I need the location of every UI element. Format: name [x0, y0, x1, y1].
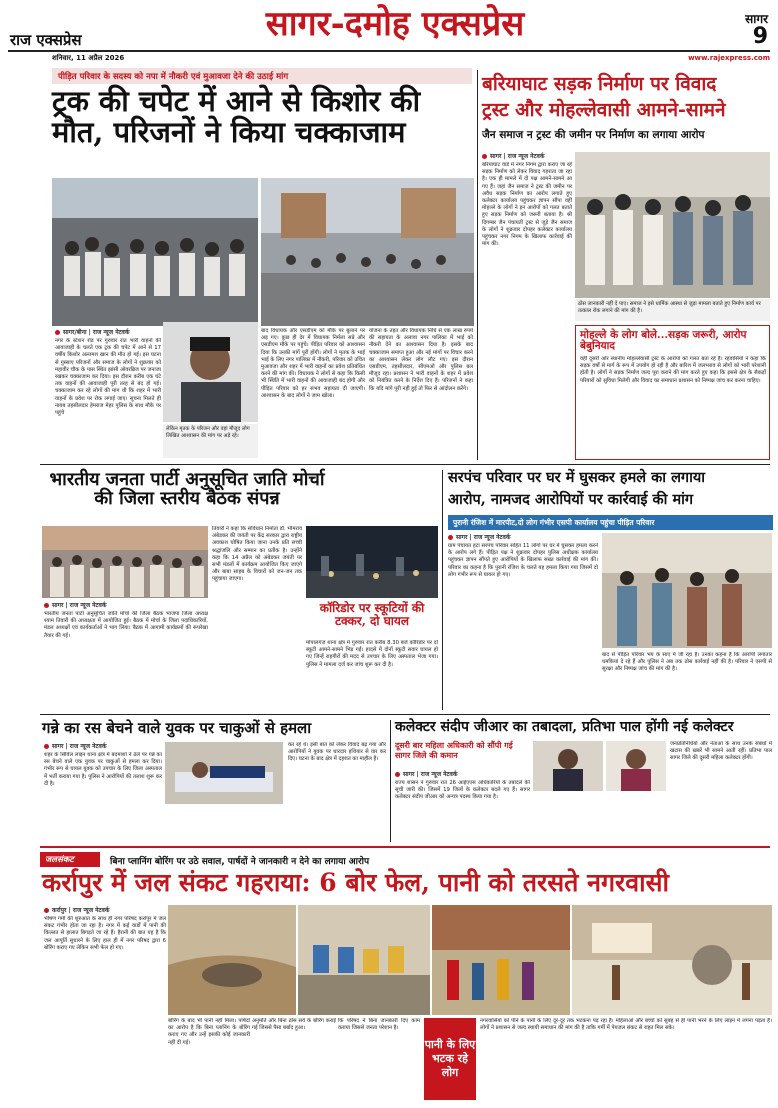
- well-site-photo: [572, 905, 772, 1015]
- story1-col4-text: योजना के तहत और विधायक निधि से एक लाख रुपये की सहायता के अलावा नगर पालिका में भाई को नौकरी देने का आश्वासन दिया है। इसके बाद चक्काजाम समाप्त हुआ और नई मांगों पर विचार करने का आश्वासन लेकर लोग लौट गए। इस दौरान एसडीएम, तहसीलदार, सीएमओ और पुलिस बल मौजूद रहा। प्रशासन ने भारी वाहनों के शहर में प्रवेश को नियंत्रित करने के निर्देश दिए हैं। परिजनों ने कहा कि यदि मांगे पूरी नहीं हुईं तो फिर से आंदोलन करेंगे।: [369, 328, 473, 392]
- story2-subhead: जैन समाज न ट्रस्ट की जमीन पर निर्माण का लगाया आरोप: [482, 129, 705, 141]
- story1-headline: ट्रक की चपेट में आने से किशोर की मौत, परिजनों ने किया चक्काजाम: [52, 84, 421, 150]
- byline-dot-icon: [44, 603, 49, 608]
- page-title: सागर-दमोह एक्सप्रेस: [265, 4, 525, 44]
- edition-date: शनिवार, 11 अप्रैल 2026: [52, 54, 125, 62]
- byline-dot-icon: [395, 772, 400, 777]
- outgoing-collector-photo: [533, 741, 603, 791]
- column-divider: [442, 470, 443, 710]
- story2-body: बरियाघाट वार्ड में नगर निगम द्वारा कराए जा रहे सड़क निर्माण को लेकर विवाद गहराता जा रहा है। एक ही मामले में दो पक्ष आमने-सामने आ गए हैं। जहां जैन समाज ने ट्रस्ट की जमीन पर अवैध सड़क निर्माण का आरोप लगाते हुए कलेक्टर कार्यालय पहुंचकर ज्ञापन सौंपा वहीं मोहल्ले के लोगों ने इन आरोपों को गलत बताते हुए सड़क निर्माण को जरूरी बताया है। श्री दिगम्बर जैन पंचायती ट्रस्ट से जुड़े जैन समाज के लोगों ने शुक्रवार दोपहर कलेक्टर कार्यालय पहुंचकर नगर निगम के खिलाफ कार्रवाई की मांग की।: [482, 162, 572, 248]
- dry-well-photo: [168, 905, 296, 1015]
- story7-headline: गन्ने का रस बेचने वाले युवक पर चाकुओं से हमला: [42, 719, 312, 737]
- story4-headline: भारतीय जनता पार्टी अनुसूचित जाति मोर्चा की जिला स्तरीय बैठक संपन्न: [49, 469, 325, 510]
- story8-headline: कलेक्टर संदीप जीआर का तबादला, प्रतिभा पाल होंगी नई कलेक्टर: [395, 719, 734, 735]
- section-rule: [40, 464, 770, 465]
- story5-body: मोपालगंज थाना क्षेत्र में गुरुवार रात करीब 8.30 बजे कॉरिडोर पर दो स्कूटी आमने-सामने भिड़ गईं। हादसे में दोनों स्कूटी सवार घायल हो गए जिन्हें राहगीरों की मदद से उपचार के लिए अस्पताल भेजा गया। पुलिस ने मामला दर्ज कर जांच शुरू कर दी है।: [306, 640, 438, 668]
- byline-dot-icon: [482, 154, 487, 159]
- byline-dot-icon: [448, 535, 453, 540]
- story1-byline: सागर/बीना | राज न्यूज नेटवर्क: [55, 328, 130, 336]
- story6-headline-line2: आरोप, नामजद आरोपियों पर कार्रवाई की मांग: [448, 491, 694, 508]
- story8-subhead: दूसरी बार महिला अधिकारी को सौंपी गई सागर जिले की कमान: [395, 741, 513, 760]
- story1-col1-text: नगर के स्टेशन रोड पर गुरुवार रात भारी वाहनों की आवाजाही के चलते एक ट्रक की चपेट में आने से 17 वर्षीय किशोर अल्तमश खान की मौत हो गई। इस घटना से गुस्साए परिजनों और समाज के लोगों ने शुक्रवार को महावीर चौक के पास स्थित झांसी ओवरब्रिज पर जनाजा रखकर चक्काजाम कर दिया। इस दौरान करीब एक घंटे तक वाहनों की आवाजाही पूरी तरह से बंद हो गई। चक्काजाम कर रहे लोगों की मांग थी कि शहर में भारी वाहनों के प्रवेश पर रोक लगाई जाए। सूचना मिलते ही नायब तहसीलदार हेमराज मेहर पुलिस के साथ मौके पर पहुंचे: [55, 338, 161, 417]
- story7-body1: शहर के सिविल लाइन थाना क्षेत्र में बदमाशों ने ठेले पर गन्ने का रस बेचने वाले एक युवक पर चाकुओं से हमला कर दिया। गंभीर रूप से घायल युवक को उपचार के लिए जिला अस्पताल में भर्ती कराया गया है। पुलिस ने आरोपियों की तलाश शुरू कर दी है।: [44, 752, 162, 787]
- column-divider: [477, 70, 478, 460]
- story6-byline: सागर | राज न्यूज नेटवर्क: [448, 533, 510, 541]
- story1-kicker: पीड़ित परिवार के सदस्य को नपा में नौकरी एवं मुआवजा देने की उठाई मांग: [52, 68, 472, 84]
- victim-portrait: [163, 322, 258, 422]
- section-rule: [40, 714, 770, 715]
- story6-subhead: पुरानी रंजिश में मारपीट,दो लोग गंभीर एसपी कार्यालय पहुंचा पीड़ित परिवार: [448, 515, 773, 530]
- brand-name: राज एक्सप्रेस: [10, 31, 82, 49]
- story9-headline: कर्रापुर में जल संकट गहराया: 6 बोर फेल, पानी को तरसते नगरवासी: [42, 868, 670, 897]
- story9-body4: कि परिषद ने बिना जानकारी दिए काम कराया जिससे जनता परेशान है।: [338, 1018, 420, 1032]
- story2-byline: सागर | राज न्यूज नेटवर्क: [482, 152, 544, 160]
- story8-byline: सागर | राज न्यूज नेटवर्क: [395, 770, 457, 778]
- masthead: [0, 0, 778, 64]
- story9-kicker: बिना प्लानिंग बोरिंग पर उठे सवाल, पार्षदों ने जानकारी न देने का लगाया आरोप: [110, 857, 370, 867]
- story9-body5: नगरवासियों को पीने के पानी के लिए दूर-दूर तक भटकना पड़ रहा है। महिलाओं और बच्चों को सुबह से ही पानी भरने के लिए लाइन में लगना पड़ता है। लोगों ने प्रशासन से जल्द स्थायी समाधान की मांग की है ताकि गर्मी में पेयजल संकट से राहत मिल सके।: [480, 1018, 772, 1032]
- story2-headline-line2: ट्रस्ट और मोहल्लेवासी आमने-सामने: [482, 99, 726, 121]
- queue-photo: [432, 905, 570, 1015]
- story2-headline-line1: बरियाघाट सड़क निर्माण पर विवाद: [482, 73, 717, 95]
- story4-byline: सागर | राज न्यूज नेटवर्क: [44, 601, 106, 609]
- story3-headline: मोहल्ले के लोग बोले...सड़क जरूरी, आरोप बेबुनियाद: [580, 329, 747, 353]
- story7-photo: [165, 742, 283, 804]
- story4-body1: भारतीय जनता पार्टी अनुसूचित जाति मोर्चा की जिला बैठक भाजपा जिला अध्यक्ष श्याम तिवारी की अध्यक्षता में आयोजित हुई। बैठक में मोर्चा के जिला पदाधिकारियों, मंडल अध्यक्षों एवं कार्यकर्ताओं ने भाग लिया। बैठक में आगामी कार्यक्रमों की रूपरेखा तैयार की गई।: [44, 611, 208, 639]
- story9-body3: अनुमति और बिना ठोस सर्वे के बोरिंग कराई गई जिससे पैसा बर्बाद हुआ।: [252, 1018, 336, 1032]
- story8-body1: राज्य शासन ने गुरुवार रात 26 आईएएस अधिकारियों के तबादले की सूची जारी की। जिसमें 19 जिलों के कलेक्टर बदले गए हैं। सागर कलेक्टर संदीप जीआर को अन्यत्र पदस्थ किया गया है।: [395, 780, 530, 801]
- masthead-rule: [8, 50, 770, 52]
- story1-col3-text: बाद विधायक और एसडीएम को मौके पर बुलाने पर अड़ गए। कुछ ही देर में विधायक निर्मला सप्रे और एसडीएम मौके पर पहुंचे। पीड़ित परिवार को आश्वासन दिया कि उनकी मांगें पूरी होंगी। लोगों ने मृतक के भाई भाई के लिए नगर पालिका में नौकरी, परिवार को उचित मुआवजा और शहर में भारी वाहनों का प्रवेश प्रतिबंधित करने की मांग की। विधायक ने लोगों से कहा कि किसी भी स्थिति में भारी वाहनों की आवाजाही बंद होगी और पीड़ित परिवार को हर संभव सहायता दी जाएगी। आश्वासन के बाद लोगों ने जाम खोला।: [261, 328, 365, 399]
- story3-body: वहीं दूसरी ओर स्थानीय मोहल्लेवासी ट्रस्ट के आरोपों को गलत बता रहे हैं। रहवासियों ने कहा कि सड़क वर्षों से मार्ग के रूप में उपयोग हो रही है और बारिश में जलभराव से लोगों को भारी परेशानी होती है। लोगों ने सड़क निर्माण जल्द पूरा कराने की मांग करते हुए कहा कि इससे क्षेत्र के सैकड़ों परिवारों को सुविधा मिलेगी और विवाद का समाधान प्रशासन को निष्पक्ष जांच कर करना चाहिए।: [580, 356, 766, 384]
- website-url[interactable]: www.rajexpress.com: [688, 54, 770, 62]
- byline-dot-icon: [44, 744, 49, 749]
- story5-photo: [306, 526, 438, 598]
- story7-byline: सागर | राज न्यूज नेटवर्क: [44, 742, 106, 750]
- water-pots-photo: [298, 905, 430, 1015]
- story5-headline: कॉरिडोर पर स्कूटियों की टक्कर, दो घायल: [319, 601, 425, 628]
- story6-body2: बाद से पीड़ित परिवार भय के साए में जी रहा है। उनका कहना है कि आरोपी लगातार धमकियां दे रहे हैं और पुलिस ने अब तक ठोस कार्रवाई नहीं की है। परिवार ने एसपी से सुरक्षा और निष्पक्ष जांच की मांग की है।: [602, 652, 772, 673]
- story9-byline: कर्रापुर | राज न्यूज नेटवर्क: [44, 906, 110, 914]
- story9-band: [40, 846, 770, 848]
- byline-dot-icon: [44, 908, 49, 913]
- story8-body2: जनप्रतिनिधियों और नेताओं के साथ उनके संबंधों में खटास की खबरें भी सामने आती रहीं। प्रतिभा पाल सागर जिले की दूसरी महिला कलेक्टर होंगी।: [670, 741, 772, 762]
- story6-photo: [602, 533, 772, 648]
- byline-dot-icon: [55, 330, 60, 335]
- story9-callout: पानी के लिए भटक रहे लोग: [424, 1018, 476, 1100]
- story7-body2: कर रहे थे। इसी बात को लेकर विवाद बढ़ गया और आरोपियों ने युवक पर धारदार हथियार से वार कर दिए। घटना के बाद क्षेत्र में दहशत का माहौल है।: [288, 742, 386, 763]
- story4-photo: [42, 526, 208, 598]
- page-number: 9: [752, 24, 768, 49]
- story9-body2: बोरिंग के बाद भी पानी नहीं मिला। पार्षदों का आरोप है कि बिना प्लानिंग के बोरिंग कराए गए और उन्हें इसकी कोई जानकारी नहीं दी गई।: [168, 1018, 250, 1046]
- story4-body2: तिवारी ने कहा कि संविधान निर्माता डॉ. भीमराव अंबेडकर की जयंती पर केंद्र सरकार द्वारा राष्ट्रीय अवकाश घोषित किया जाना उनके प्रति सच्ची श्रद्धांजलि और सम्मान का प्रतीक है। उन्होंने कहा कि 14 अप्रैल को अंबेडकर जयंती पर सभी मंडलों में कार्यक्रम आयोजित किए जाएंगे और बाबा साहब के विचारों को जन-जन तक पहुंचाया जाएगा।: [212, 526, 302, 583]
- story6-headline-line1: सरपंच परिवार पर घर में घुसकर हमले का लगाया: [448, 469, 706, 486]
- story2-photo: [575, 152, 770, 298]
- edition-city: सागर: [745, 12, 768, 26]
- portrait-caption: लेकिन मृतक के परिजन और वहां मौजूद लोग लिखित आश्वासन की मांग पर अड़े रहे।: [163, 424, 258, 458]
- story6-body1: ग्राम पंचायत हटा सरपंच परिवार सहित 11 लोगों पर घर में घुसकर हमला करने के आरोप लगे हैं। पीड़ित पक्ष ने शुक्रवार दोपहर पुलिस अधीक्षक कार्यालय पहुंचकर ज्ञापन सौंपते हुए आरोपियों के खिलाफ सख्त कार्रवाई की मांग की। परिवार का कहना है कि पुरानी रंजिश के चलते यह हमला किया गया जिसमें दो लोग गंभीर रूप से घायल हो गए।: [448, 543, 598, 578]
- column-divider: [390, 720, 391, 842]
- story9-body1: भीषण गर्मी की शुरुआत के साथ ही नगर परिषद कर्रापुर में जल संकट गंभीर होता जा रहा है। नगर में कई वार्डों में पानी की किल्लत से हालात बिगड़ते जा रहे हैं। हैरानी की बात यह है कि जल आपूर्ति सुधारने के लिए हाल ही में नगर परिषद द्वारा 6 बोरिंग कराए गए लेकिन सभी फेल हो गए।: [44, 916, 166, 951]
- new-collector-photo: [606, 741, 666, 791]
- story1-crowd-photo: [261, 178, 474, 326]
- story2-photo-caption: ठोस जानकारी नहीं दे पाए। समाज ने इसे धार्मिक आस्था से जुड़ा मामला बताते हुए निर्माण कार्य पर तत्काल रोक लगाने की मांग की है।: [575, 299, 770, 321]
- story9-tag: जलसंकट: [40, 852, 100, 867]
- story1-main-photo: [52, 178, 258, 326]
